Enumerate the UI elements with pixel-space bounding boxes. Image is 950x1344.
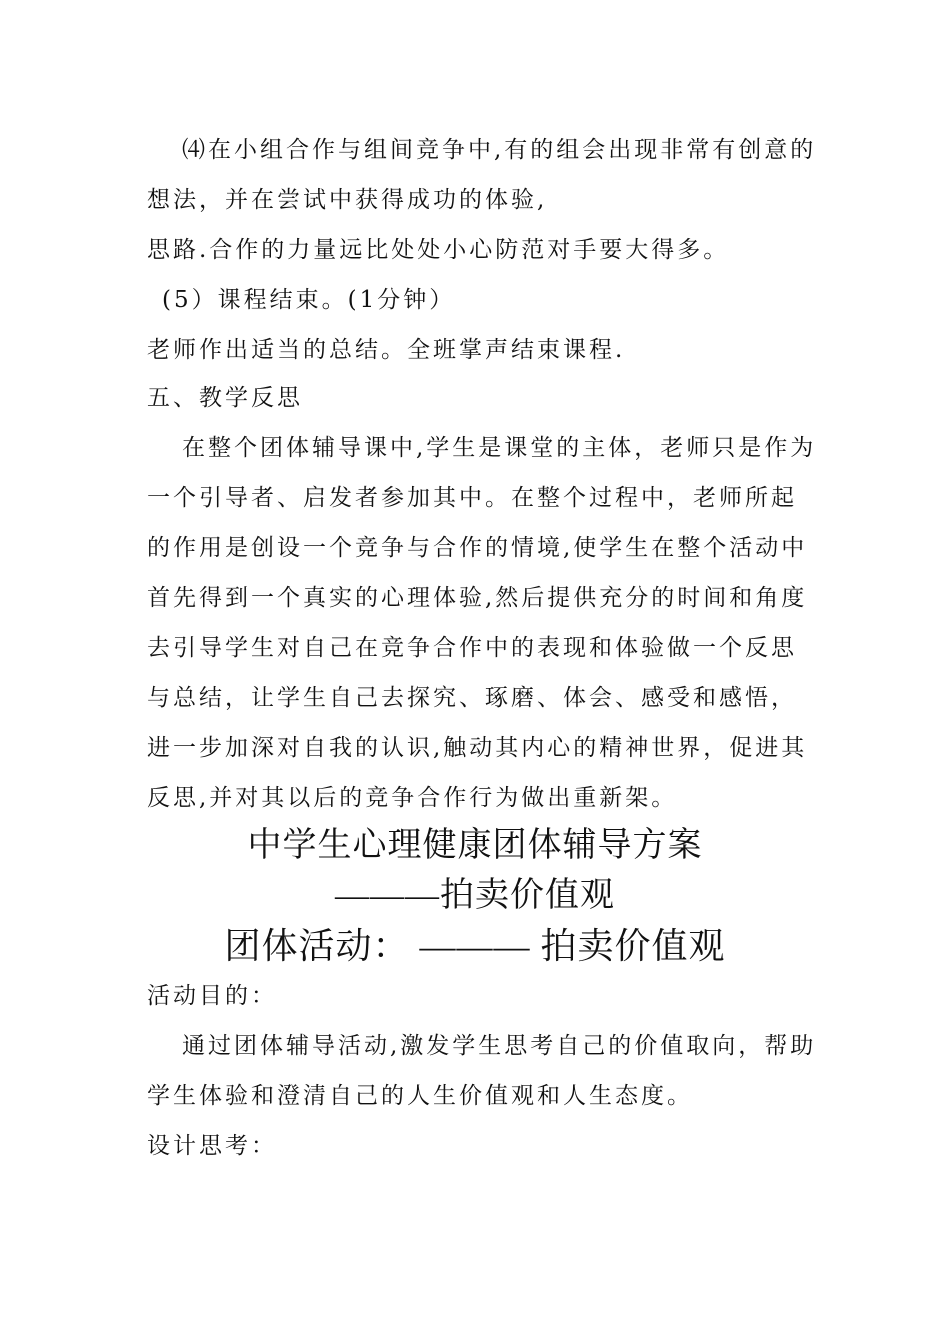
section5-text: 老师作出适当的总结。全班掌声结束课程.	[147, 337, 626, 363]
reflection-line-2: 一个引导者、启发者参加其中。在整个过程中，老师所起	[147, 485, 797, 511]
section4-line-2: 想法，并在尝试中获得成功的体验,	[147, 187, 548, 213]
section4-line-1: ⑷在小组合作与组间竞争中,有的组会出现非常有创意的	[182, 137, 817, 163]
reflection-line-3: 的作用是创设一个竞争与合作的情境,使学生在整个活动中	[147, 535, 808, 561]
reflection-line-8: 反思,并对其以后的竞争合作行为做出重新架。	[147, 785, 678, 811]
section4-line-3: 思路.合作的力量远比处处小心防范对手要大得多。	[147, 237, 730, 263]
plan-title: 中学生心理健康团体辅导方案	[247, 827, 703, 864]
goal-line-2: 学生体验和澄清自己的人生价值观和人生态度。	[147, 1083, 693, 1109]
goal-line-1: 通过团体辅导活动,激发学生思考自己的价值取向，帮助	[182, 1033, 817, 1059]
section5-heading: (5）课程结束。(1分钟）	[162, 287, 456, 313]
reflection-line-6: 与总结，让学生自己去探究、琢磨、体会、感受和感悟，	[147, 685, 797, 711]
reflection-line-4: 首先得到一个真实的心理体验,然后提供充分的时间和角度	[147, 585, 808, 611]
reflection-line-5: 去引导学生对自己在竞争合作中的表现和体验做一个反思	[147, 635, 797, 661]
reflection-line-7: 进一步加深对自我的认识,触动其内心的精神世界，促进其	[147, 735, 808, 761]
reflection-line-1: 在整个团体辅导课中,学生是课堂的主体，老师只是作为	[182, 435, 817, 461]
reflection-heading: 五、教学反思	[147, 385, 303, 411]
design-heading: 设计思考：	[147, 1133, 277, 1159]
goal-heading: 活动目的：	[147, 983, 277, 1009]
plan-subtitle: ———拍卖价值观	[335, 877, 615, 914]
activity-title: 团体活动： ——— 拍卖价值观	[224, 926, 726, 966]
